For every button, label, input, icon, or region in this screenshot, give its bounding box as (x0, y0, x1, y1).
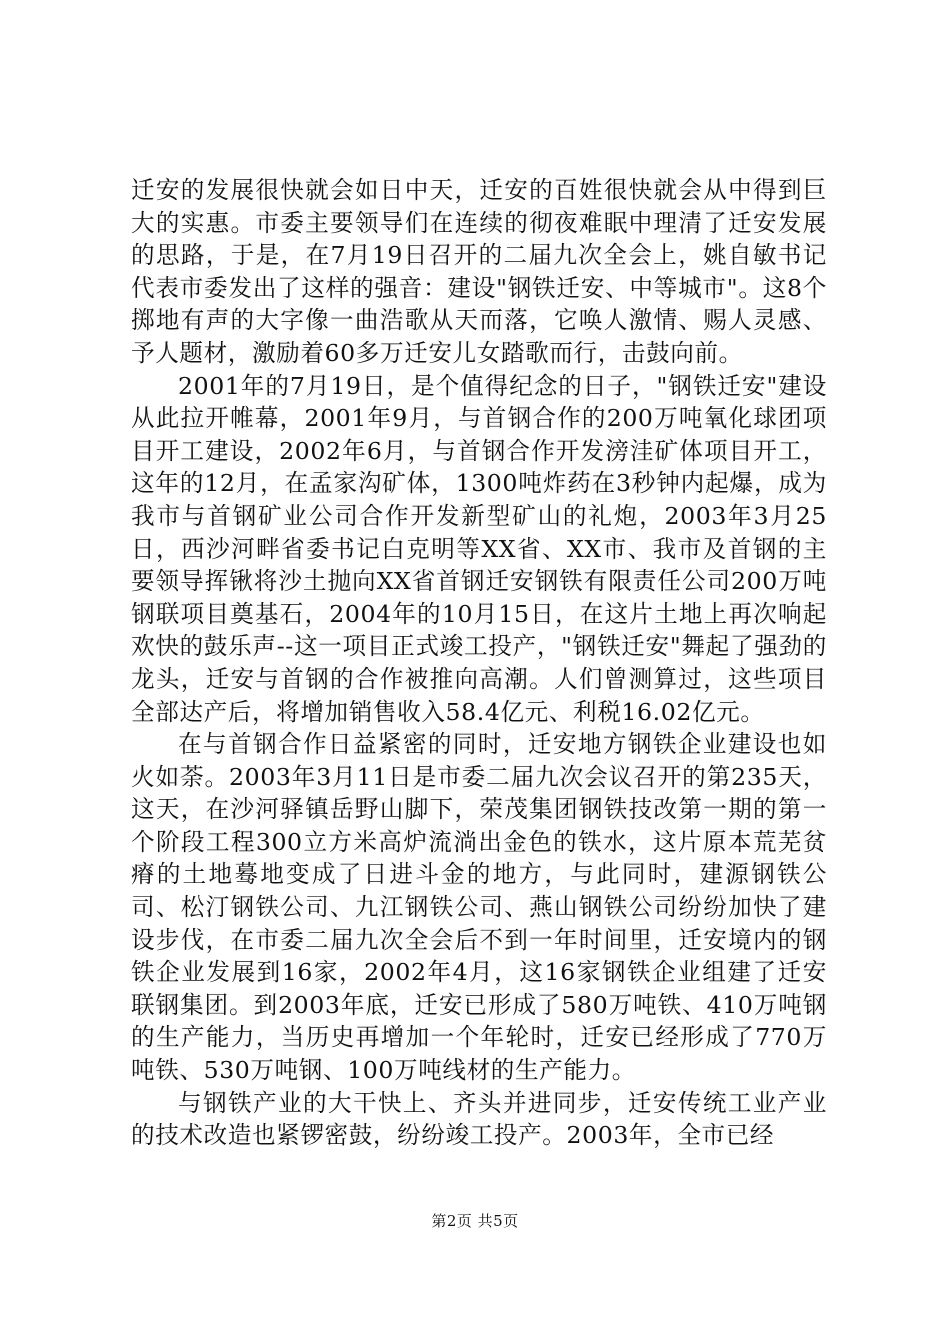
paragraph: 在与首钢合作日益紧密的同时，迁安地方钢铁企业建设也如火如荼。2003年3月11日是市委二届九次会议召开的第235天，这天，在沙河驿镇岳野山脚下，荣茂集团钢铁技改第一期的第一个阶段工程300立方米高炉流淌出金色的铁水，这片原本荒芜贫瘠的土地蓦地变成了日进斗金的地方，与此同时，建源钢铁公司、松汀钢铁公司、九江钢铁公司、燕山钢铁公司纷纷加快了建设步伐，在市委二届九次全会后不到一年时间里，迁安境内的钢铁企业发展到16家，2002年4月，这16家钢铁企业组建了迁安联钢集团。到2003年底，迁安已形成了580万吨铁、410万吨钢的生产能力，当历史再增加一个年轮时，迁安已经形成了770万吨铁、530万吨钢、100万吨线材的生产能力。 (131, 730, 827, 1085)
page-footer: 第2页 共5页 (431, 1212, 519, 1230)
paragraph: 与钢铁产业的大干快上、齐头并进同步，迁安传统工业产业的技术改造也紧锣密鼓，纷纷竣工投产。2003年，全市已经 (131, 1088, 827, 1150)
document-body (131, 174, 827, 1152)
paragraph: 2001年的7月19日，是个值得纪念的日子，"钢铁迁安"建设从此拉开帷幕，2001年9月，与首钢合作的200万吨氧化球团项目开工建设，2002年6月，与首钢合作开发滂洼矿体项目开工，这年的12月，在孟家沟矿体，1300吨炸药在3秒钟内起爆，成为我市与首钢矿业公司合作开发新型矿山的礼炮，2003年3月25日，西沙河畔省委书记白克明等XX省、XX市、我市及首钢的主要领导挥锹将沙土抛向XX省首钢迁安钢铁有限责任公司200万吨钢联项目奠基石，2004年的10月15日，在这片土地上再次响起欢快的鼓乐声--这一项目正式竣工投产，"钢铁迁安"舞起了强劲的龙头，迁安与首钢的合作被推向高潮。人们曾测算过，这些项目全部达产后，将增加销售收入58.4亿元、利税16.02亿元。 (131, 371, 827, 726)
paragraph: 迁安的发展很快就会如日中天，迁安的百姓很快就会从中得到巨大的实惠。市委主要领导们在连续的彻夜难眠中理清了迁安发展的思路，于是，在7月19日召开的二届九次全会上，姚自敏书记代表市委发出了这样的强音：建设"钢铁迁安、中等城市"。这8个掷地有声的大字像一曲浩歌从天而落，它唤人激情、赐人灵感、予人题材，激励着60多万迁安儿女踏歌而行，击鼓向前。 (131, 176, 827, 367)
